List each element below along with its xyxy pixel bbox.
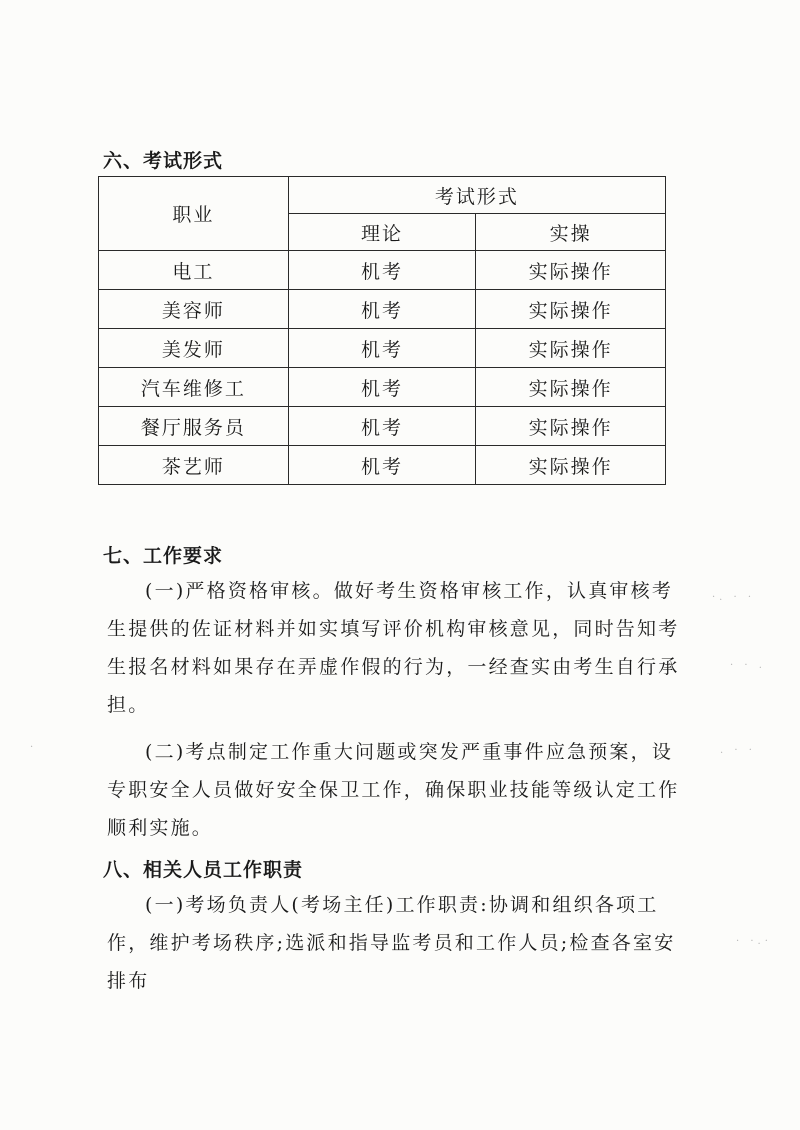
theory-cell: 机考 (288, 368, 476, 407)
table-row (99, 407, 666, 446)
table-header-row (99, 177, 666, 214)
section-7-heading: 七、工作要求 (103, 545, 224, 567)
table-row (99, 446, 666, 485)
header-practice: 实操 (476, 214, 666, 251)
scan-noise: · (30, 742, 38, 753)
practice-cell: 实际操作 (476, 329, 666, 368)
theory-cell: 机考 (288, 329, 476, 368)
occupation-cell: 茶艺师 (99, 446, 289, 485)
theory-cell: 机考 (288, 251, 476, 290)
header-occupation: 职业 (99, 177, 289, 251)
occupation-cell: 电工 (99, 251, 289, 290)
practice-cell: 实际操作 (476, 446, 666, 485)
practice-cell: 实际操作 (476, 290, 666, 329)
occupation-cell: 汽车维修工 (99, 368, 289, 407)
section-8-heading: 八、相关人员工作职责 (103, 859, 304, 881)
scan-noise: . · · (720, 745, 756, 756)
theory-cell: 机考 (288, 446, 476, 485)
occupation-cell: 美容师 (99, 290, 289, 329)
exam-format-table (98, 176, 666, 485)
table-row (99, 251, 666, 290)
header-theory: 理论 (288, 214, 476, 251)
section-8-paragraph-1: (一)考场负责人(考场主任)工作职责:协调和组织各项工作，维护考场秩序;选派和指导监考员和工作人员;检查各室安排布 (107, 894, 676, 992)
occupation-cell: 餐厅服务员 (99, 407, 289, 446)
section-6-heading: 六、考试形式 (103, 150, 224, 172)
scan-noise: ·. · · (712, 592, 756, 603)
practice-cell: 实际操作 (476, 407, 666, 446)
table-row (99, 329, 666, 368)
practice-cell: 实际操作 (476, 251, 666, 290)
scan-noise: · ·.· (736, 936, 772, 947)
occupation-cell: 美发师 (99, 329, 289, 368)
table-row (99, 290, 666, 329)
scan-noise: · · . (730, 660, 766, 671)
practice-cell: 实际操作 (476, 368, 666, 407)
theory-cell: 机考 (288, 290, 476, 329)
table-row (99, 368, 666, 407)
section-7-paragraph-2: (二)考点制定工作重大问题或突发严重事件应急预案，设专职安全人员做好安全保卫工作，确保职业技能等级认定工作顺利实施。 (107, 741, 680, 839)
theory-cell: 机考 (288, 407, 476, 446)
header-exam-format: 考试形式 (288, 177, 665, 214)
section-7-paragraph-1: (一)严格资格审核。做好考生资格审核工作，认真审核考生提供的佐证材料并如实填写评价机构审核意见，同时告知考生报名材料如果存在弄虚作假的行为，一经查实由考生自行承担。 (107, 580, 680, 716)
